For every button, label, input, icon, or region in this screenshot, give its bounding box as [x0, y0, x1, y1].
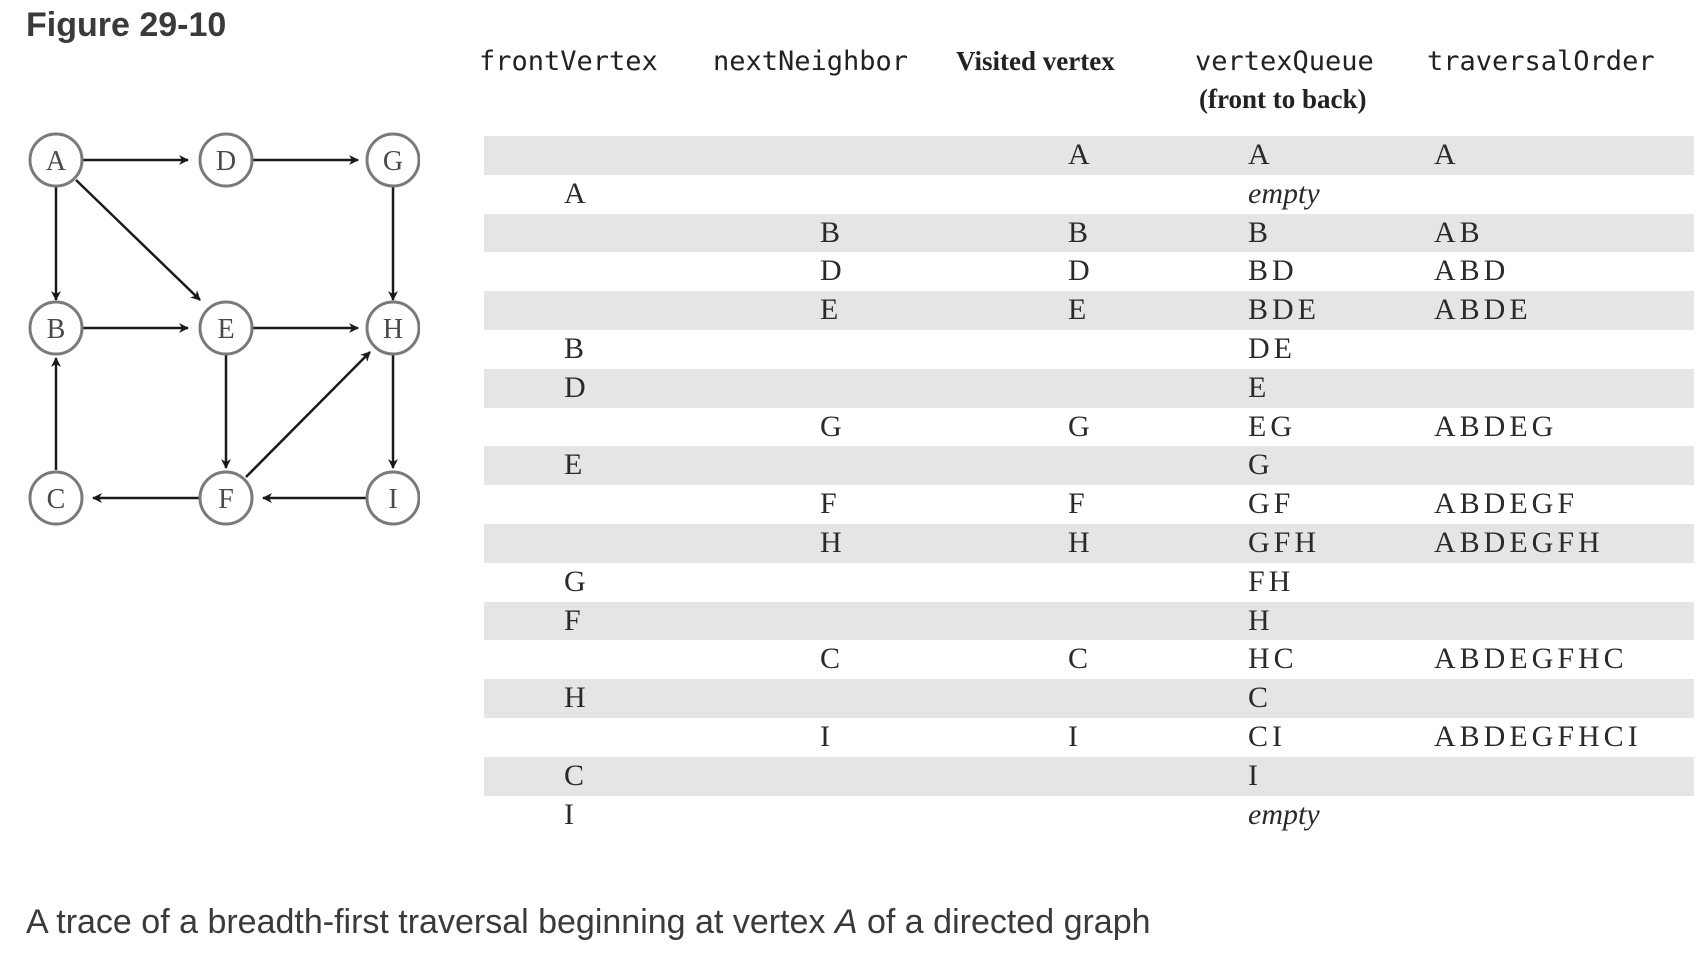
cell-visited-vertex: G: [1068, 409, 1094, 443]
vertex-g: [367, 134, 419, 186]
table-row: [484, 718, 1694, 757]
header-vertex-queue-sub: (front to back): [1199, 84, 1367, 114]
caption-text-after: of a directed graph: [857, 903, 1151, 941]
cell-visited-vertex: E: [1068, 293, 1091, 327]
cell-vertex-queue: E: [1248, 370, 1271, 404]
cell-next-neighbor: B: [820, 215, 845, 249]
cell-visited-vertex: D: [1068, 254, 1094, 288]
header-vertex-queue: vertexQueue: [1195, 46, 1374, 77]
table-row: [484, 136, 1694, 175]
table-row: [484, 408, 1694, 447]
header-next-neighbor: nextNeighbor: [713, 46, 909, 77]
cell-next-neighbor: D: [820, 254, 846, 288]
vertex-b: [30, 302, 82, 354]
vertex-d-label: D: [215, 146, 237, 177]
edge-f-h: [246, 352, 370, 477]
cell-visited-vertex: F: [1068, 487, 1089, 521]
table-row: [484, 563, 1694, 602]
cell-next-neighbor: C: [820, 642, 845, 676]
vertex-c: [30, 472, 82, 524]
cell-vertex-queue: empty: [1248, 176, 1320, 210]
cell-traversal-order: ABDEGF: [1434, 487, 1579, 521]
table-row: [484, 485, 1694, 524]
cell-front-vertex: G: [564, 564, 590, 598]
cell-traversal-order: ABDEGFHC: [1434, 642, 1628, 676]
cell-vertex-queue: DE: [1248, 332, 1296, 365]
table-row: [484, 291, 1694, 330]
table-row: [484, 524, 1694, 563]
caption-text-before: A trace of a breadth-first traversal beginning at vertex: [26, 903, 835, 941]
cell-visited-vertex: A: [1068, 138, 1094, 171]
table-row: [484, 175, 1694, 214]
vertex-a-label: A: [45, 146, 67, 177]
cell-front-vertex: E: [564, 448, 587, 482]
cell-traversal-order: ABDE: [1434, 293, 1532, 327]
vertex-h: [367, 302, 419, 354]
cell-vertex-queue: BD: [1248, 254, 1298, 288]
vertex-e-label: E: [217, 314, 235, 345]
table-row: [484, 446, 1694, 485]
vertex-b-label: B: [46, 314, 66, 345]
vertex-c-label: C: [46, 484, 66, 515]
cell-vertex-queue: GF: [1248, 487, 1295, 521]
cell-traversal-order: ABDEG: [1434, 409, 1558, 443]
header-traversal-order: traversalOrder: [1427, 46, 1655, 77]
cell-visited-vertex: C: [1068, 642, 1093, 676]
cell-front-vertex: H: [564, 681, 590, 715]
cell-traversal-order: ABDEGFHCI: [1434, 720, 1642, 753]
table-row: [484, 369, 1694, 408]
cell-front-vertex: I: [564, 797, 578, 831]
table-row: [484, 252, 1694, 291]
cell-vertex-queue: H: [1248, 603, 1274, 637]
caption-vertex: A: [834, 903, 858, 941]
header-visited-vertex: Visited vertex: [956, 46, 1115, 76]
cell-next-neighbor: G: [820, 409, 846, 443]
cell-front-vertex: F: [564, 603, 585, 637]
cell-traversal-order: AB: [1434, 215, 1484, 249]
cell-vertex-queue: GFH: [1248, 526, 1321, 559]
header-front-vertex: frontVertex: [479, 46, 658, 77]
table-row: [484, 679, 1694, 718]
table-row: [484, 214, 1694, 253]
edge-a-e: [76, 180, 200, 300]
cell-visited-vertex: H: [1068, 526, 1094, 559]
cell-visited-vertex: I: [1068, 720, 1082, 753]
cell-next-neighbor: F: [820, 487, 841, 521]
cell-front-vertex: D: [564, 370, 590, 404]
cell-vertex-queue: C: [1248, 681, 1273, 715]
cell-vertex-queue: empty: [1248, 797, 1320, 831]
table-row: [484, 796, 1694, 835]
vertex-g-label: G: [382, 146, 404, 177]
cell-next-neighbor: E: [820, 293, 843, 327]
cell-front-vertex: A: [564, 176, 590, 210]
vertex-e: [200, 302, 252, 354]
cell-front-vertex: B: [564, 332, 589, 365]
table-row: [484, 757, 1694, 796]
vertex-f-label: F: [218, 484, 234, 515]
cell-next-neighbor: I: [820, 720, 834, 753]
cell-vertex-queue: A: [1248, 138, 1274, 171]
table-row: [484, 330, 1694, 369]
table-row: [484, 640, 1694, 679]
cell-vertex-queue: FH: [1248, 564, 1295, 598]
vertex-f: [200, 472, 252, 524]
cell-visited-vertex: B: [1068, 215, 1093, 249]
cell-vertex-queue: I: [1248, 758, 1262, 792]
cell-vertex-queue: CI: [1248, 720, 1286, 753]
vertex-h-label: H: [382, 314, 404, 345]
vertex-a: [30, 134, 82, 186]
cell-vertex-queue: HC: [1248, 642, 1298, 676]
cell-vertex-queue: EG: [1248, 409, 1296, 443]
vertex-i: [367, 472, 419, 524]
vertex-i-label: I: [388, 484, 398, 515]
cell-traversal-order: ABD: [1434, 254, 1510, 288]
cell-vertex-queue: B: [1248, 215, 1273, 249]
directed-graph: [20, 115, 420, 535]
figure-title: Figure 29-10: [26, 6, 227, 44]
cell-front-vertex: C: [564, 758, 589, 792]
cell-traversal-order: ABDEGFH: [1434, 526, 1604, 559]
vertex-d: [200, 134, 252, 186]
cell-vertex-queue: G: [1248, 448, 1274, 482]
figure-caption: [26, 903, 1151, 942]
cell-traversal-order: A: [1434, 138, 1460, 171]
cell-next-neighbor: H: [820, 526, 846, 559]
table-row: [484, 602, 1694, 641]
cell-vertex-queue: BDE: [1248, 293, 1320, 327]
